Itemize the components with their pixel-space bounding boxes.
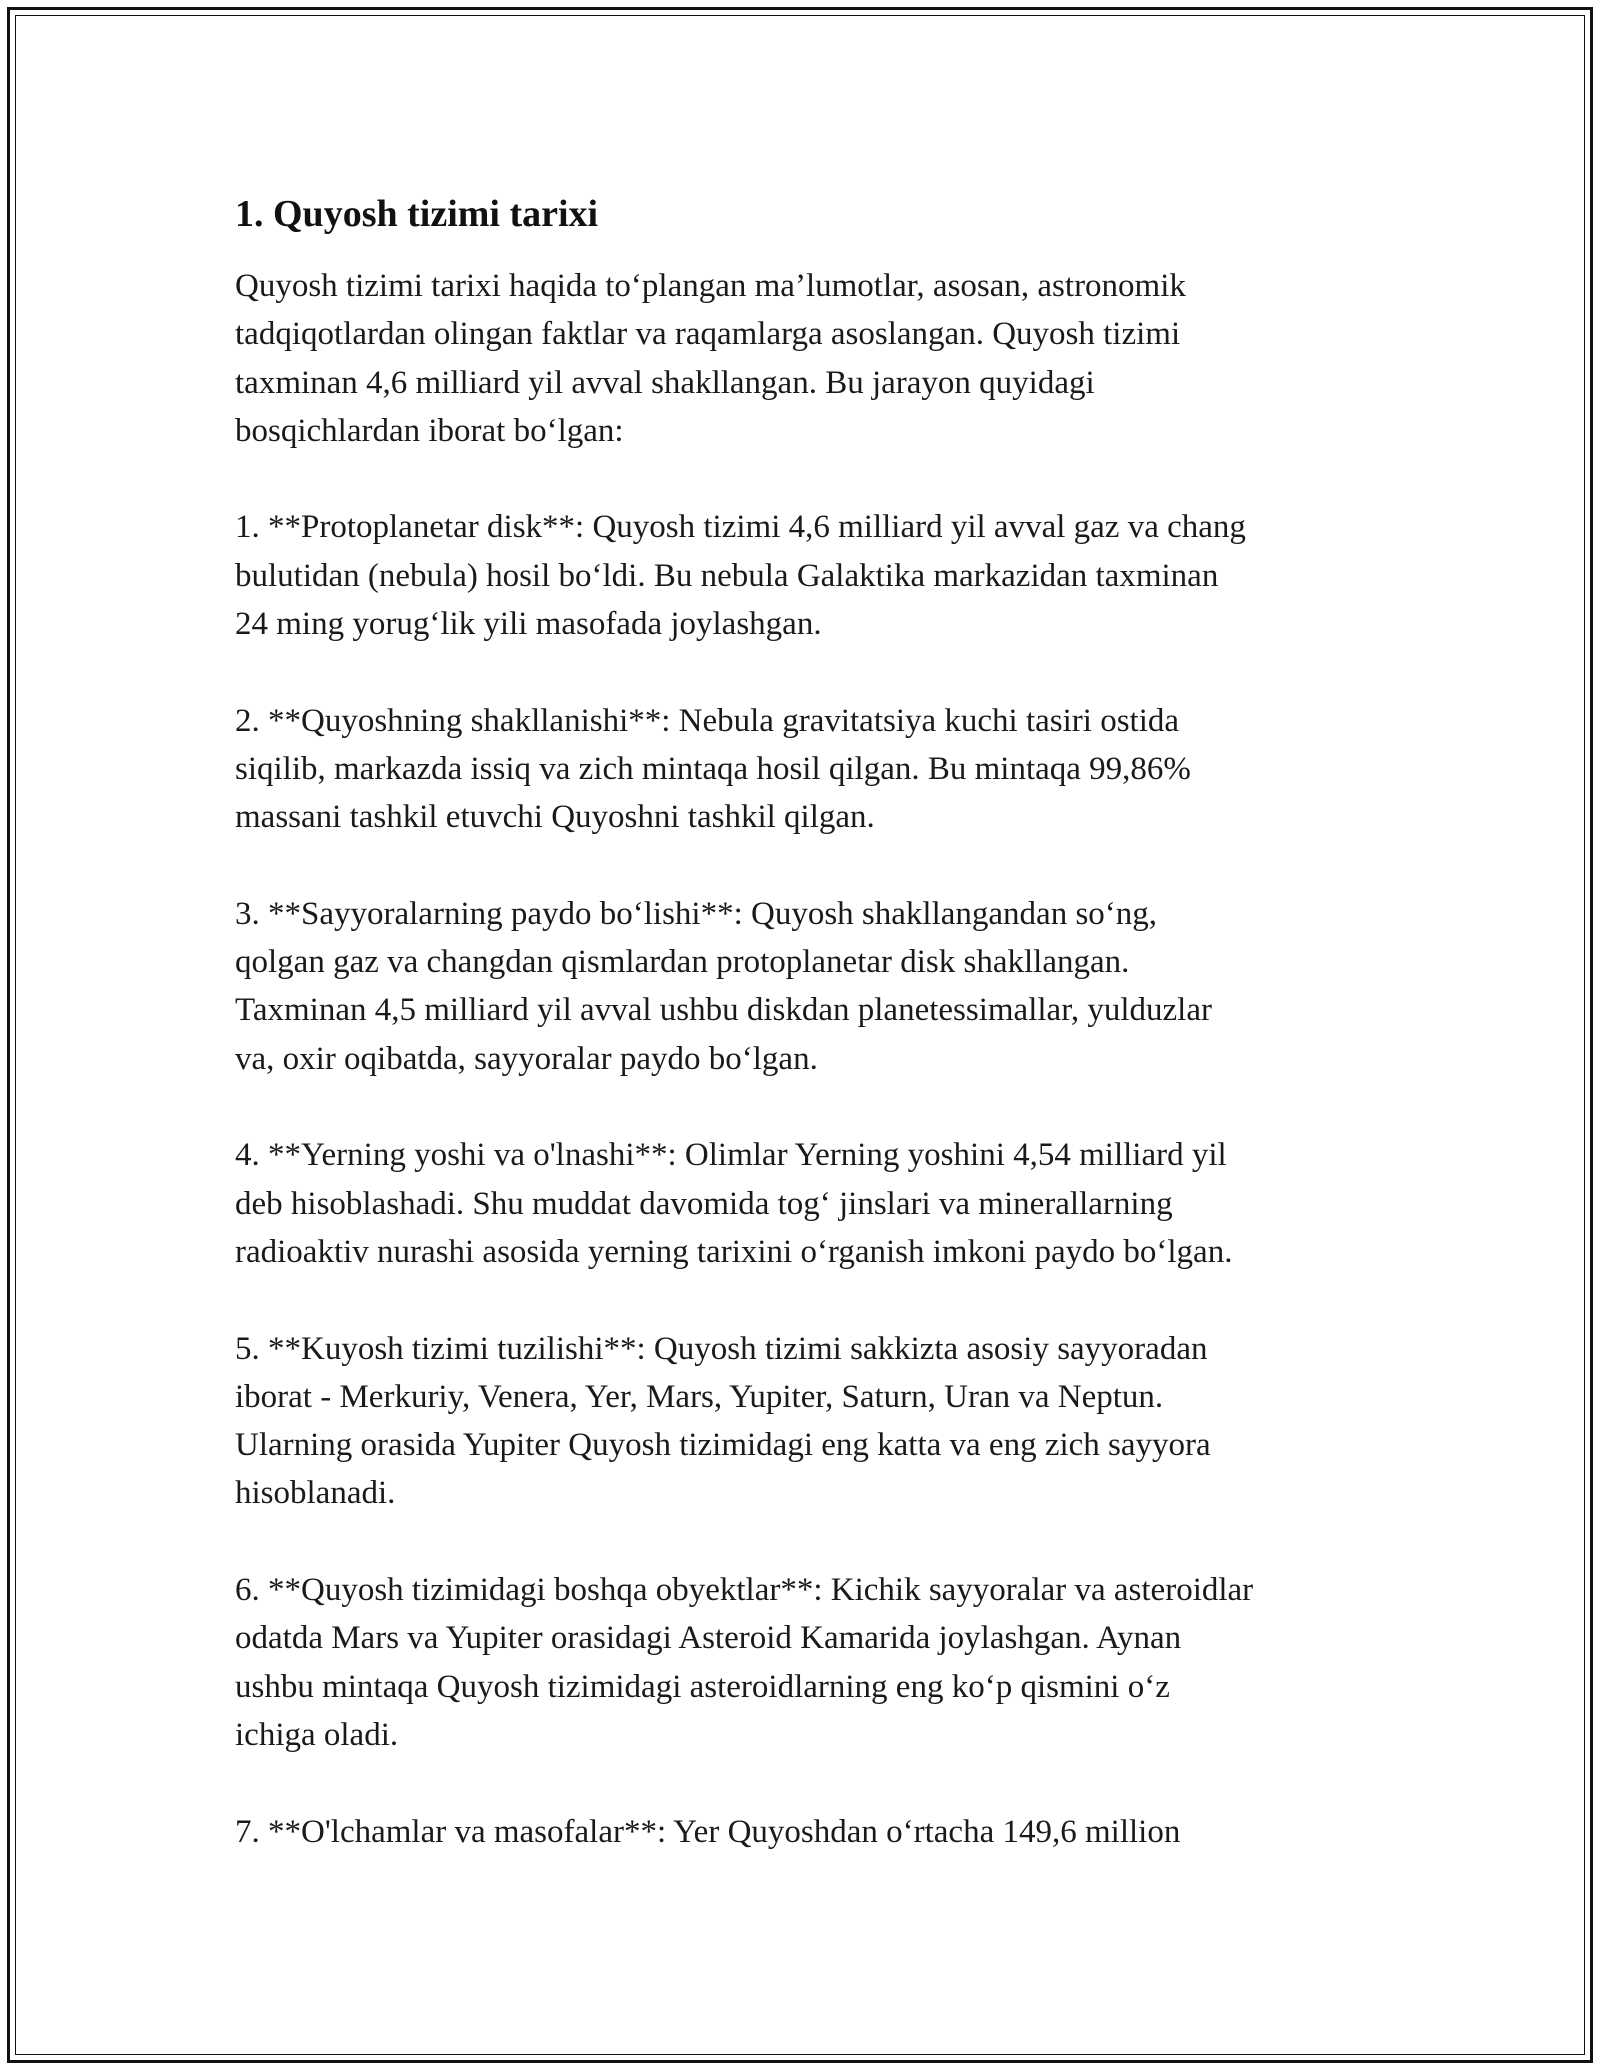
list-item-solar-system-structure: 5. **Kuyosh tizimi tuzilishi**: Quyosh tizimi sakkizta asosiy sayyoradan iborat - Merkuriy, Venera, Yer, Mars, Yupiter, Saturn, Uran va Neptun. Ularning orasida Yupiter Quyosh tizimidagi eng katta va eng zich sayyora hisoblanadi. [235, 1330, 1211, 1512]
list-item-other-objects: 6. **Quyosh tizimidagi boshqa obyektlar**: Kichik sayyoralar va asteroidlar odatda Mars va Yupiter orasidagi Asteroid Kamarida joylashgan. Aynan ushbu mintaqa Quyosh tizimidagi asteroidlarning eng ko‘p qismini o‘z ichiga oladi. [235, 1572, 1254, 1753]
list-item-sizes-distances: 7. **O'lchamlar va masofalar**: Yer Quyoshdan o‘rtacha 149,6 million [235, 1813, 1181, 1850]
list-item-protoplanetary-disk: 1. **Protoplanetar disk**: Quyosh tizimi 4,6 milliard yil avval gaz va chang bulutidan (nebula) hosil bo‘ldi. Bu nebula Galaktika markazidan taxminan 24 ming yorug‘lik yili masofada joylashgan. [235, 509, 1246, 643]
document-body [235, 190, 1375, 1904]
intro-paragraph: Quyosh tizimi tarixi haqida to‘plangan ma’lumotlar, asosan, astronomik tadqiqotlardan olingan faktlar va raqamlarga asoslangan. Quyosh tizimi taxminan 4,6 milliard yil avval shakllangan. Bu jarayon quyidagi bosqichlardan iborat bo‘lgan: [235, 268, 1186, 449]
list-item-sun-formation: 2. **Quyoshning shakllanishi**: Nebula gravitatsiya kuchi tasiri ostida siqilib, markazda issiq va zich mintaqa hosil qilgan. Bu mintaqa 99,86% massani tashkil etuvchi Quyoshni tashkil qilgan. [235, 702, 1191, 836]
section-heading: 1. Quyosh tizimi tarixi [235, 193, 599, 235]
list-item-planets-emergence: 3. **Sayyoralarning paydo bo‘lishi**: Quyosh shakllangandan so‘ng, qolgan gaz va changdan qismlardan protoplanetar disk shakllangan. Taxminan 4,5 milliard yil avval ushbu diskdan planetessimallar, yulduzlar va, oxir oqibatda, sayyoralar paydo bo‘lgan. [235, 895, 1212, 1077]
list-item-earth-age: 4. **Yerning yoshi va o'lnashi**: Olimlar Yerning yoshini 4,54 milliard yil deb hisoblashadi. Shu muddat davomida tog‘ jinslari va minerallarning radioaktiv nurashi asosida yerning tarixini o‘rganish imkoni paydo bo‘lgan. [235, 1137, 1233, 1270]
